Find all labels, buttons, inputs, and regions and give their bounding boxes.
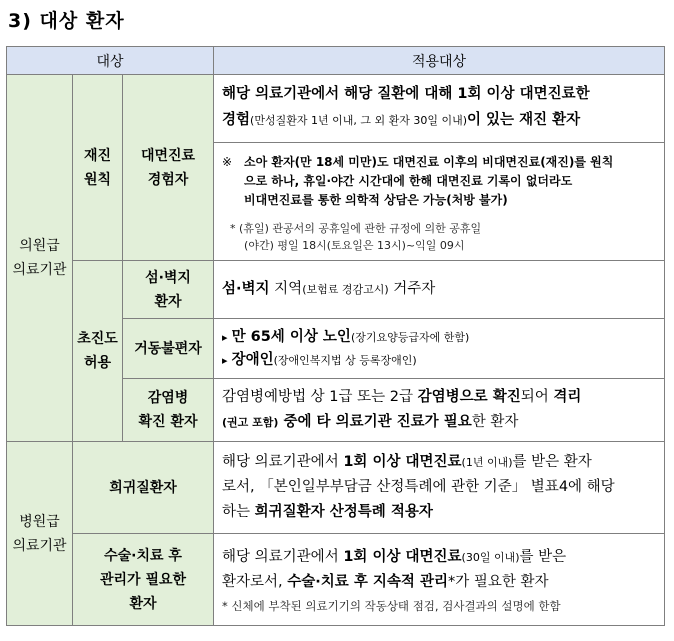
island-cell: 섬·벽지 지역(보험료 경감고시) 거주자 xyxy=(214,261,665,319)
section-title: 3) 대상 환자 xyxy=(8,10,125,32)
mobility-label: 거동불편자 xyxy=(123,319,214,379)
surgery-label: 수술·치료 후 관리가 필요한 환자 xyxy=(73,534,214,626)
surgery-footnote: * 신체에 부착된 의료기기의 작동상태 점검, 검사결과의 설명에 한함 xyxy=(222,598,561,613)
rare-cell: 해당 의료기관에서 1회 이상 대면진료(1년 이내)를 받은 환자 로서, 「본인일부부담금 산정특례에 관한 기준」 별표4에 해당 하는 희귀질환자 산정특례 적용자 xyxy=(214,442,665,534)
infection-label: 감염병 확진 환자 xyxy=(123,379,214,442)
hospital-label: 병원급 의료기관 xyxy=(7,442,73,626)
experienced-label: 대면진료 경험자 xyxy=(123,75,214,261)
header-applied: 적용대상 xyxy=(214,47,665,75)
first-visit-label: 초진도 허용 xyxy=(73,261,123,442)
target-patient-table xyxy=(6,46,665,626)
experienced-cell xyxy=(214,75,665,261)
island-label: 섬·벽지 환자 xyxy=(123,261,214,319)
table-row xyxy=(7,75,665,261)
table-row xyxy=(7,261,665,319)
clinic-label: 의원급 의료기관 xyxy=(7,75,73,442)
rare-label: 희귀질환자 xyxy=(73,442,214,534)
bullet-icon: ▸ xyxy=(222,330,228,344)
bullet-icon: ▸ xyxy=(222,353,228,367)
table-row xyxy=(7,534,665,626)
surgery-cell: 해당 의료기관에서 1회 이상 대면진료(30일 이내)를 받은 환자로서, 수술·치료 후 지속적 관리*가 필요한 환자 * 신체에 부착된 의료기기의 작동상태 점검, 검사결과의 설명에 한함 xyxy=(214,534,665,626)
mobility-cell: ▸ 만 65세 이상 노인(장기요양등급자에 한함) ▸ 장애인(장애인복지법 상 등록장애인) xyxy=(214,319,665,379)
pediatric-note: ※ 소아 환자(만 18세 미만)도 대면진료 이후의 비대면진료(재진)를 원칙 으로 하나, 휴일·야간 시간대에 한해 대면진료 기록이 없더라도 비대면진료를 통한 의학적 상담은 가능(처방 불가) * (휴일) 관공서의 공휴일에 관한 규정에 의한 공휴일 (야간) 평일 18시(토요일은 13시)~익일 09시 xyxy=(222,155,614,252)
revisit-label: 재진 원칙 xyxy=(73,75,123,261)
table-row xyxy=(7,442,665,534)
infection-cell: 감염병예방법 상 1급 또는 2급 감염병으로 확진되어 격리 (권고 포함) 중에 타 의료기관 진료가 필요한 환자 xyxy=(214,379,665,442)
table-header-row xyxy=(7,47,665,75)
experienced-main: 해당 의료기관에서 해당 질환에 대해 1회 이상 대면진료한 경험(만성질환자 1년 이내, 그 외 환자 30일 이내)이 있는 재진 환자 xyxy=(214,75,664,143)
header-target: 대상 xyxy=(7,47,214,75)
